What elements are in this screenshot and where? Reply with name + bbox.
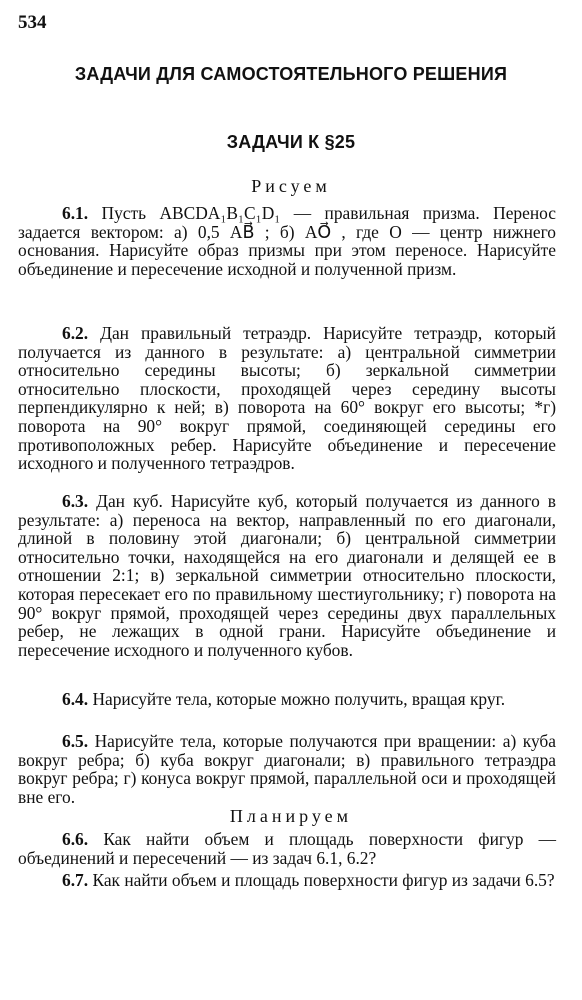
subsection-draw-heading: Рисуем [251, 176, 331, 196]
problem-text: Пусть ABCDA₁B₁C₁D₁ — правильная призма. Перенос задается вектором: а) 0,5 AB⃗ ; б) AO⃗ , где O — центр нижнего основания. Нарисуйте образ призмы при этом переносе. Нарисуйте объединение и пересечение исходной и полученной призм. [18, 203, 556, 279]
page-number: 534 [18, 12, 47, 33]
problem-6-3 [18, 492, 556, 659]
problem-6-1 [18, 204, 556, 278]
problem-number: 6.7. [62, 870, 89, 890]
problem-text: Дан куб. Нарисуйте куб, который получается из данного в результате: а) переноса на вектор, направленный по его диагонали, длиной в половину этой диагонали; б) центральной симметрии относительно точки, находящейся на его диагонали и делящей ее в отношении 2:1; в) зеркальной симметрии относительно плоскости, которая пересекает его по правильному шестиугольнику; г) поворота на 90° вокруг прямой, проходящей через середины двух параллельных ребер, не лежащих в одной грани. Нарисуйте объединение и пересечение исходного и полученного кубов. [18, 491, 556, 660]
problem-number: 6.4. [62, 689, 89, 709]
problem-text: Дан правильный тетраэдр. Нарисуйте тетраэдр, который получается из данного в результате: а) центральной симметрии относительно середины высоты; б) зеркальной симметрии относительно плоскости, проходящей через середину высоты перпендикулярно к ней; в) поворота на 60° вокруг его высоты; *г) поворота на 90° вокруг прямой, соединяющей середины его противоположных ребер. Нарисуйте объединение и пересечение исходного и полученного тетраэдров. [18, 323, 556, 474]
subsection-plan-heading: Планируем [229, 806, 353, 826]
problem-text: Как найти объем и площадь поверхности фигур — объединений и пересечений — из задач 6.1, 6.2? [18, 829, 556, 868]
problem-number: 6.5. [62, 731, 89, 751]
problem-text: Как найти объем и площадь поверхности фигур из задачи 6.5? [92, 870, 555, 890]
section-heading: ЗАДАЧИ К §25 [226, 132, 356, 152]
problem-number: 6.6. [62, 829, 89, 849]
problem-number: 6.2. [62, 323, 89, 343]
problem-6-2 [18, 324, 556, 473]
problem-6-6 [18, 830, 556, 867]
problem-6-7 [18, 871, 556, 890]
problem-6-5 [18, 732, 556, 806]
chapter-heading: ЗАДАЧИ ДЛЯ САМОСТОЯТЕЛЬНОГО РЕШЕНИЯ [74, 64, 508, 84]
problem-text: Нарисуйте тела, которые получаются при вращении: а) куба вокруг ребра; б) куба вокруг диагонали; в) правильного тетраэдра вокруг ребра; г) конуса вокруг прямой, параллельной оси и проходящей вне его. [18, 731, 556, 807]
problem-number: 6.3. [62, 491, 89, 511]
problem-number: 6.1. [62, 203, 89, 223]
problem-text: Нарисуйте тела, которые можно получить, вращая круг. [92, 689, 506, 709]
problem-6-4 [18, 690, 556, 709]
